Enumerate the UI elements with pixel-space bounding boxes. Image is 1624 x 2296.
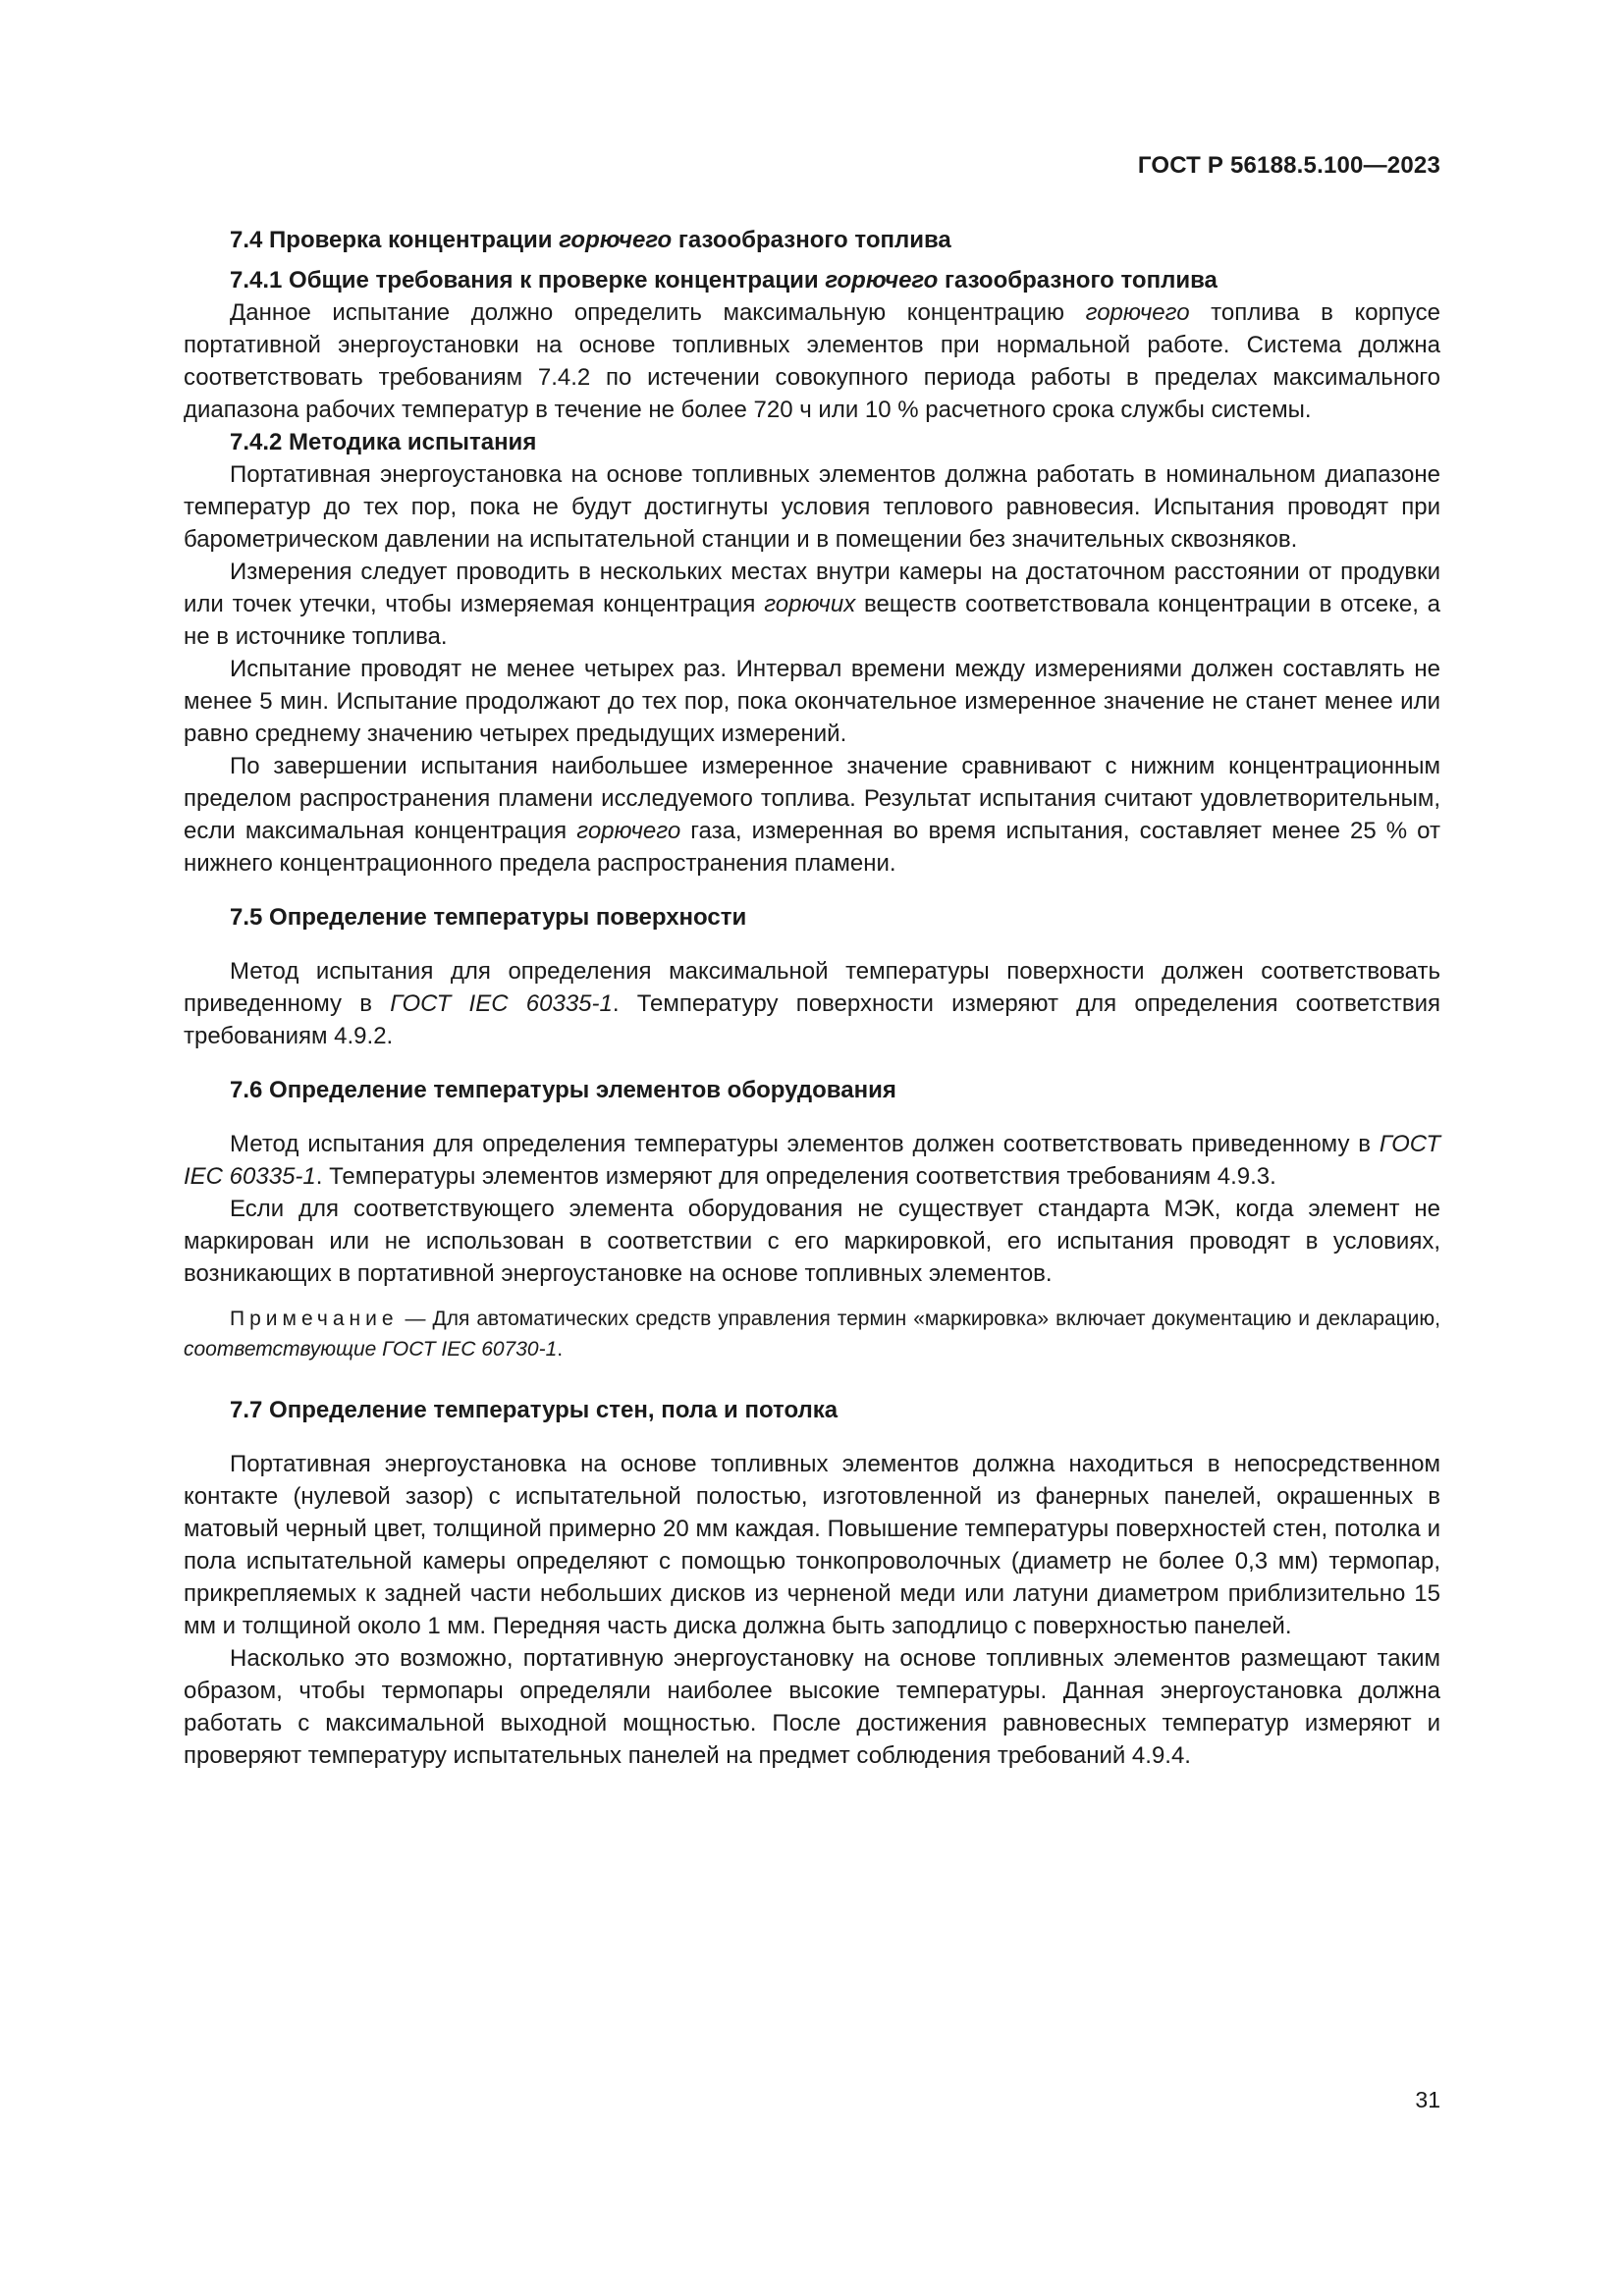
paragraph: Портативная энергоустановка на основе топливных элементов должна работать в номинальном диапазоне температур до тех пор, пока не будут достигнуты условия теплового равновесия. Испытания проводят при барометрическом давлении на испытательной станции и в помещении без значительных сквозняков. xyxy=(184,461,1440,553)
document-body xyxy=(184,224,1440,1772)
text-run: Данное испытание должно определить максимальную концентрацию xyxy=(230,299,1086,326)
paragraph: Если для соответствующего элемента оборудования не существует стандарта МЭК, когда элемент не маркирован или не использован в соответствии с его маркировкой, его испытания проводят в условиях, возникающих в портативной энергоустановке на основе топливных элементов. xyxy=(184,1196,1440,1287)
text-run: . Температуру поверхности измеряют для определения соответствия требованиям 4.9.2. xyxy=(184,990,1441,1049)
text-run: Измерения следует проводить в нескольких местах внутри камеры на достаточном расстоянии от продувки или точек утечки, чтобы измеряемая концентрация xyxy=(184,559,1440,617)
section-7-4-1-heading xyxy=(184,264,1440,296)
paragraph: Испытание проводят не менее четырех раз. Интервал времени между измерениями должен составлять не менее 5 мин. Испытание продолжают до тех пор, пока окончательное измеренное значение не станет менее или равно среднему значению четырех предыдущих измерений. xyxy=(184,656,1440,747)
italic-run: ГОСТ IEC 60335-1 xyxy=(390,990,613,1017)
heading-text: газообразного топлива xyxy=(672,227,951,253)
text-run: . Температуры элементов измеряют для определения соответствия требованиям 4.9.3. xyxy=(315,1163,1276,1190)
heading-text: 7.4.1 Общие требования к проверке концентрации xyxy=(230,267,826,294)
page-number: 31 xyxy=(1415,2087,1440,2112)
heading-text: 7.4 Проверка концентрации xyxy=(230,227,560,253)
text-run: По завершении испытания наибольшее измеренное значение сравнивают с нижним концентрационным пределом распространения пламени исследуемого топлива. Результат испытания считают удовлетворительным, если максимальная концентрация xyxy=(184,753,1440,844)
paragraph: Насколько это возможно, портативную энергоустановку на основе топливных элементов размещают таким образом, чтобы термопары определяли наиболее высокие температуры. Данная энергоустановка должна работать с максимальной выходной мощностью. После достижения равновесных температур измеряют и проверяют температуру испытательных панелей на предмет соблюдения требований 4.9.4. xyxy=(184,1645,1440,1769)
note-label: Примечание xyxy=(230,1308,399,1330)
text-run: топлива в корпусе портативной энергоустановки на основе топливных элементов при нормальной работе. Система должна соответствовать требованиям 7.4.2 по истечении совокупного периода работы в пределах максимального диапазона рабочих температур в течение не более 720 ч или 10 % расчетного срока службы системы. xyxy=(184,299,1440,423)
italic-run: ГОСТ IEC 60335-1 xyxy=(184,1131,1440,1190)
paragraph xyxy=(184,556,1440,653)
text-run: — Для автоматических средств управления термин «маркировка» включает документацию и декларацию, xyxy=(398,1308,1440,1330)
spacer xyxy=(184,1364,1440,1394)
paragraph xyxy=(184,955,1440,1052)
italic-run: соответствующие ГОСТ IEC 60730-1 xyxy=(184,1338,558,1361)
note xyxy=(184,1304,1440,1364)
section-7-5-heading: 7.5 Определение температуры поверхности xyxy=(230,904,747,931)
heading-italic: горючего xyxy=(559,227,673,253)
spacer xyxy=(184,1052,1440,1074)
italic-run: горючего xyxy=(576,818,681,844)
spacer xyxy=(184,256,1440,264)
section-7-4-heading xyxy=(184,224,1440,256)
section-7-6-heading: 7.6 Определение температуры элементов оборудования xyxy=(230,1077,896,1103)
paragraph xyxy=(184,296,1440,426)
spacer xyxy=(184,1106,1440,1128)
text-run: Метод испытания для определения температуры элементов должен соответствовать приведенному в xyxy=(230,1131,1380,1157)
section-7-4-2-heading: 7.4.2 Методика испытания xyxy=(230,429,537,455)
italic-run: горючих xyxy=(764,591,856,617)
heading-text: газообразного топлива xyxy=(938,267,1218,294)
paragraph: Портативная энергоустановка на основе топливных элементов должна находиться в непосредственном контакте (нулевой зазор) с испытательной полостью, изготовленной из фанерных панелей, окрашенных в матовый черный цвет, толщиной примерно 20 мм каждая. Повышение температуры поверхностей стен, потолка и пола испытательной камеры определяют с помощью тонкопроволочных (диаметр не более 0,3 мм) термопар, прикрепляемых к задней части небольших дисков из черненой меди или латуни диаметром приблизительно 15 мм и толщиной около 1 мм. Передняя часть диска должна быть заподлицо с поверхностью панелей. xyxy=(184,1451,1440,1639)
spacer xyxy=(184,880,1440,901)
section-7-7-heading: 7.7 Определение температуры стен, пола и потолка xyxy=(230,1397,839,1423)
text-run: . xyxy=(557,1338,564,1361)
text-run: газа, измеренная во время испытания, составляет менее 25 % от нижнего концентрационного предела распространения пламени. xyxy=(184,818,1440,877)
paragraph xyxy=(184,750,1440,880)
text-run: Метод испытания для определения максимальной температуры поверхности должен соответствовать приведенному в xyxy=(184,958,1440,1017)
paragraph xyxy=(184,1128,1440,1193)
spacer xyxy=(184,934,1440,955)
spacer xyxy=(184,1426,1440,1448)
heading-italic: горючего xyxy=(825,267,939,294)
italic-run: горючего xyxy=(1085,299,1190,326)
text-run: веществ соответствовала концентрации в отсеке, а не в источнике топлива. xyxy=(184,591,1441,650)
document-code: ГОСТ Р 56188.5.100—2023 xyxy=(1137,152,1440,179)
